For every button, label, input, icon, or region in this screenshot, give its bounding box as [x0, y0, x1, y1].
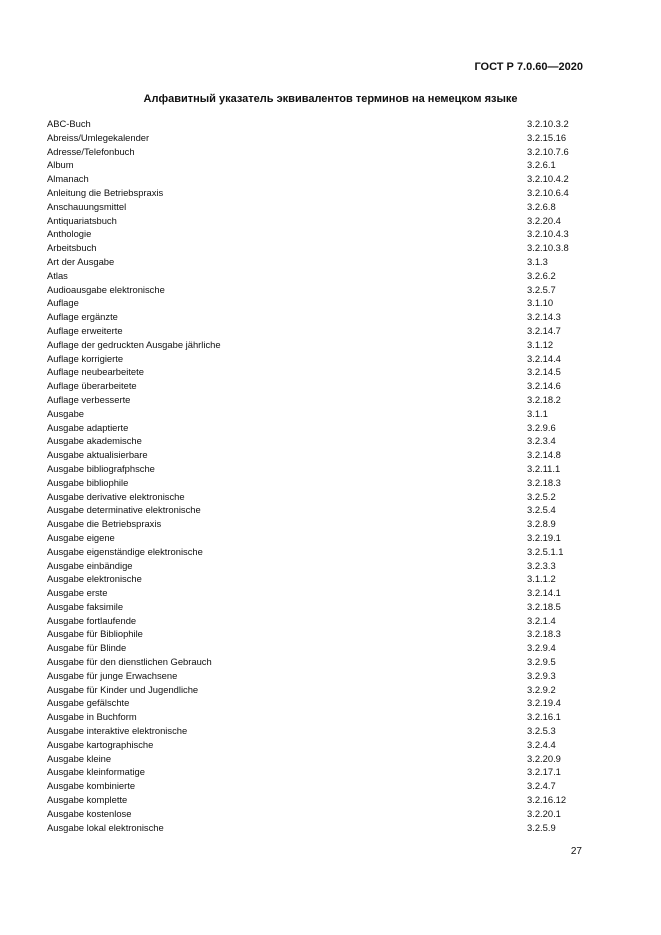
term-text: Abreiss/Umlegekalender [47, 131, 150, 143]
term-text: Ausgabe eigenständige elektronische [47, 545, 203, 557]
term-reference: 3.2.6.8 [527, 200, 556, 212]
term-reference: 3.2.14.6 [527, 380, 561, 392]
list-item [47, 131, 587, 145]
list-item [47, 145, 587, 159]
list-item [47, 200, 587, 214]
list-item [47, 296, 587, 310]
term-reference: 3.2.11.1 [527, 462, 561, 474]
term-reference: 3.2.10.4.3 [527, 228, 569, 240]
list-item [47, 724, 587, 738]
term-text: Auflage verbesserte [47, 393, 131, 405]
list-item [47, 614, 587, 628]
term-reference: 3.2.9.5 [527, 656, 556, 668]
term-reference: 3.2.18.5 [527, 600, 561, 612]
term-reference: 3.2.1.4 [527, 614, 556, 626]
term-text: ABC-Buch [47, 118, 91, 129]
term-text: Adresse/Telefonbuch [47, 145, 135, 157]
term-text: Ausgabe adaptierte [47, 421, 129, 433]
term-text: Ausgabe kartographische [47, 738, 154, 750]
term-text: Anschauungsmittel [47, 200, 127, 212]
list-item [47, 752, 587, 766]
term-text: Ausgabe interaktive elektronische [47, 725, 188, 737]
list-item [47, 531, 587, 545]
term-reference: 3.2.5.1.1 [527, 545, 564, 557]
term-reference: 3.2.5.7 [527, 283, 556, 295]
list-item [47, 324, 587, 338]
term-text: Ausgabe bibliophile [47, 476, 129, 488]
list-item [47, 821, 587, 835]
list-item [47, 241, 587, 255]
list-item [47, 283, 587, 297]
term-reference: 3.2.17.1 [527, 766, 561, 778]
term-reference: 3.2.9.3 [527, 669, 556, 681]
term-text: Ausgabe lokal elektronische [47, 821, 164, 833]
term-reference: 3.2.16.12 [527, 794, 567, 806]
list-item [47, 310, 587, 324]
term-reference: 3.2.3.4 [527, 435, 556, 447]
list-item [47, 669, 587, 683]
term-text: Ausgabe eigene [47, 531, 115, 543]
list-item [47, 655, 587, 669]
term-reference: 3.1.10 [527, 297, 554, 309]
list-item [47, 559, 587, 573]
term-reference: 3.2.9.6 [527, 421, 556, 433]
term-text: Audioausgabe elektronische [47, 283, 165, 295]
list-item [47, 379, 587, 393]
list-item [47, 352, 587, 366]
term-reference: 3.2.20.4 [527, 214, 561, 226]
term-reference: 3.2.14.4 [527, 352, 561, 364]
list-item [47, 434, 587, 448]
term-reference: 3.2.19.4 [527, 697, 561, 709]
term-text: Ausgabe für Kinder und Jugendliche [47, 683, 199, 695]
document-code: ГОСТ Р 7.0.60—2020 [474, 61, 583, 73]
term-text: Atlas [47, 269, 68, 281]
term-text: Ausgabe aktualisierbare [47, 449, 148, 461]
term-reference: 3.2.3.3 [527, 559, 556, 571]
term-reference: 3.2.4.7 [527, 780, 556, 792]
term-text: Ausgabe die Betriebspraxis [47, 518, 162, 530]
term-reference: 3.2.14.7 [527, 324, 561, 336]
term-reference: 3.2.10.7.6 [527, 145, 569, 157]
term-text: Ausgabe kleinformatige [47, 766, 145, 778]
term-text: Antiquariatsbuch [47, 214, 117, 226]
term-text: Ausgabe bibliografphsche [47, 462, 155, 474]
list-item [47, 255, 587, 269]
list-item [47, 462, 587, 476]
term-reference: 3.2.6.1 [527, 159, 556, 171]
term-text: Auflage der gedruckten Ausgabe jährliche [47, 338, 221, 350]
term-text: Ausgabe elektronische [47, 573, 142, 585]
term-text: Ausgabe für Blinde [47, 642, 127, 654]
term-reference: 3.2.4.4 [527, 738, 556, 750]
term-reference: 3.2.9.4 [527, 642, 556, 654]
list-item [47, 600, 587, 614]
term-text: Almanach [47, 173, 89, 185]
term-text: Ausgabe [47, 407, 85, 419]
term-text: Ausgabe derivative elektronische [47, 490, 185, 502]
term-text: Auflage erweiterte [47, 324, 123, 336]
term-reference: 3.2.9.2 [527, 683, 556, 695]
list-item [47, 807, 587, 821]
term-text: Ausgabe einbändige [47, 559, 133, 571]
term-reference: 3.2.19.1 [527, 531, 561, 543]
list-item [47, 641, 587, 655]
term-text: Ausgabe kleine [47, 752, 112, 764]
term-text: Ausgabe komplette [47, 794, 128, 806]
list-item [47, 738, 587, 752]
term-reference: 3.2.16.1 [527, 711, 561, 723]
term-text: Ausgabe für junge Erwachsene [47, 669, 178, 681]
term-reference: 3.2.5.9 [527, 821, 556, 833]
term-reference: 3.1.1 [527, 407, 548, 419]
list-item [47, 227, 587, 241]
term-text: Ausgabe für Bibliophile [47, 628, 143, 640]
term-text: Ausgabe fortlaufende [47, 614, 137, 626]
term-reference: 3.2.8.9 [527, 518, 556, 530]
term-text: Auflage korrigierte [47, 352, 124, 364]
term-text: Auflage [47, 297, 79, 309]
list-item [47, 476, 587, 490]
list-item [47, 627, 587, 641]
term-text: Ausgabe gefälschte [47, 697, 130, 709]
term-text: Ausgabe kombinierte [47, 780, 136, 792]
term-text: Auflage ergänzte [47, 311, 118, 323]
list-item [47, 407, 587, 421]
term-reference: 3.2.10.6.4 [527, 186, 569, 198]
list-item [47, 779, 587, 793]
list-item [47, 503, 587, 517]
term-reference: 3.2.6.2 [527, 269, 556, 281]
term-text: Ausgabe erste [47, 587, 108, 599]
list-item [47, 393, 587, 407]
term-reference: 3.2.20.1 [527, 807, 561, 819]
term-text: Ausgabe für den dienstlichen Gebrauch [47, 656, 212, 668]
list-item [47, 214, 587, 228]
term-reference: 3.1.12 [527, 338, 554, 350]
term-reference: 3.2.14.8 [527, 449, 561, 461]
term-reference: 3.1.3 [527, 255, 548, 267]
list-item [47, 421, 587, 435]
term-text: Album [47, 159, 74, 171]
page-title: Алфавитный указатель эквивалентов терминов на немецком языке [143, 93, 518, 105]
term-reference: 3.2.18.3 [527, 628, 561, 640]
term-text: Ausgabe kostenlose [47, 807, 132, 819]
list-item [47, 517, 587, 531]
term-reference: 3.2.10.3.8 [527, 242, 569, 254]
term-reference: 3.2.10.4.2 [527, 173, 569, 185]
term-reference: 3.2.18.2 [527, 393, 561, 405]
list-item [47, 269, 587, 283]
list-item [47, 586, 587, 600]
list-item [47, 172, 587, 186]
list-item [47, 696, 587, 710]
list-item [47, 710, 587, 724]
term-reference: 3.2.18.3 [527, 476, 561, 488]
term-reference: 3.2.14.1 [527, 587, 561, 599]
list-item [47, 448, 587, 462]
term-text: Ausgabe faksimile [47, 600, 124, 612]
list-item [47, 765, 587, 779]
term-reference: 3.2.15.16 [527, 131, 567, 143]
term-text: Anleitung die Betriebspraxis [47, 186, 164, 198]
term-reference: 3.2.14.3 [527, 311, 561, 323]
list-item [47, 186, 587, 200]
term-reference: 3.2.20.9 [527, 752, 561, 764]
list-item [47, 490, 587, 504]
list-item [47, 683, 587, 697]
term-text: Ausgabe in Buchform [47, 711, 137, 723]
term-text: Auflage neubearbeitete [47, 366, 144, 378]
term-text: Auflage überarbeitete [47, 380, 137, 392]
term-text: Anthologie [47, 228, 92, 240]
term-index-list [47, 117, 587, 834]
term-reference: 3.1.1.2 [527, 573, 556, 585]
term-text: Arbeitsbuch [47, 242, 97, 254]
term-reference: 3.2.5.3 [527, 725, 556, 737]
term-text: Ausgabe determinative elektronische [47, 504, 201, 516]
term-reference: 3.2.5.2 [527, 490, 556, 502]
list-item [47, 793, 587, 807]
list-item [47, 117, 587, 131]
list-item [47, 572, 587, 586]
term-text: Art der Ausgabe [47, 255, 115, 267]
list-item [47, 338, 587, 352]
term-reference: 3.2.5.4 [527, 504, 556, 516]
term-text: Ausgabe akademische [47, 435, 142, 447]
page-number: 27 [570, 846, 582, 857]
term-reference: 3.2.10.3.2 [527, 118, 569, 129]
term-reference: 3.2.14.5 [527, 366, 561, 378]
list-item [47, 545, 587, 559]
list-item [47, 158, 587, 172]
list-item [47, 365, 587, 379]
